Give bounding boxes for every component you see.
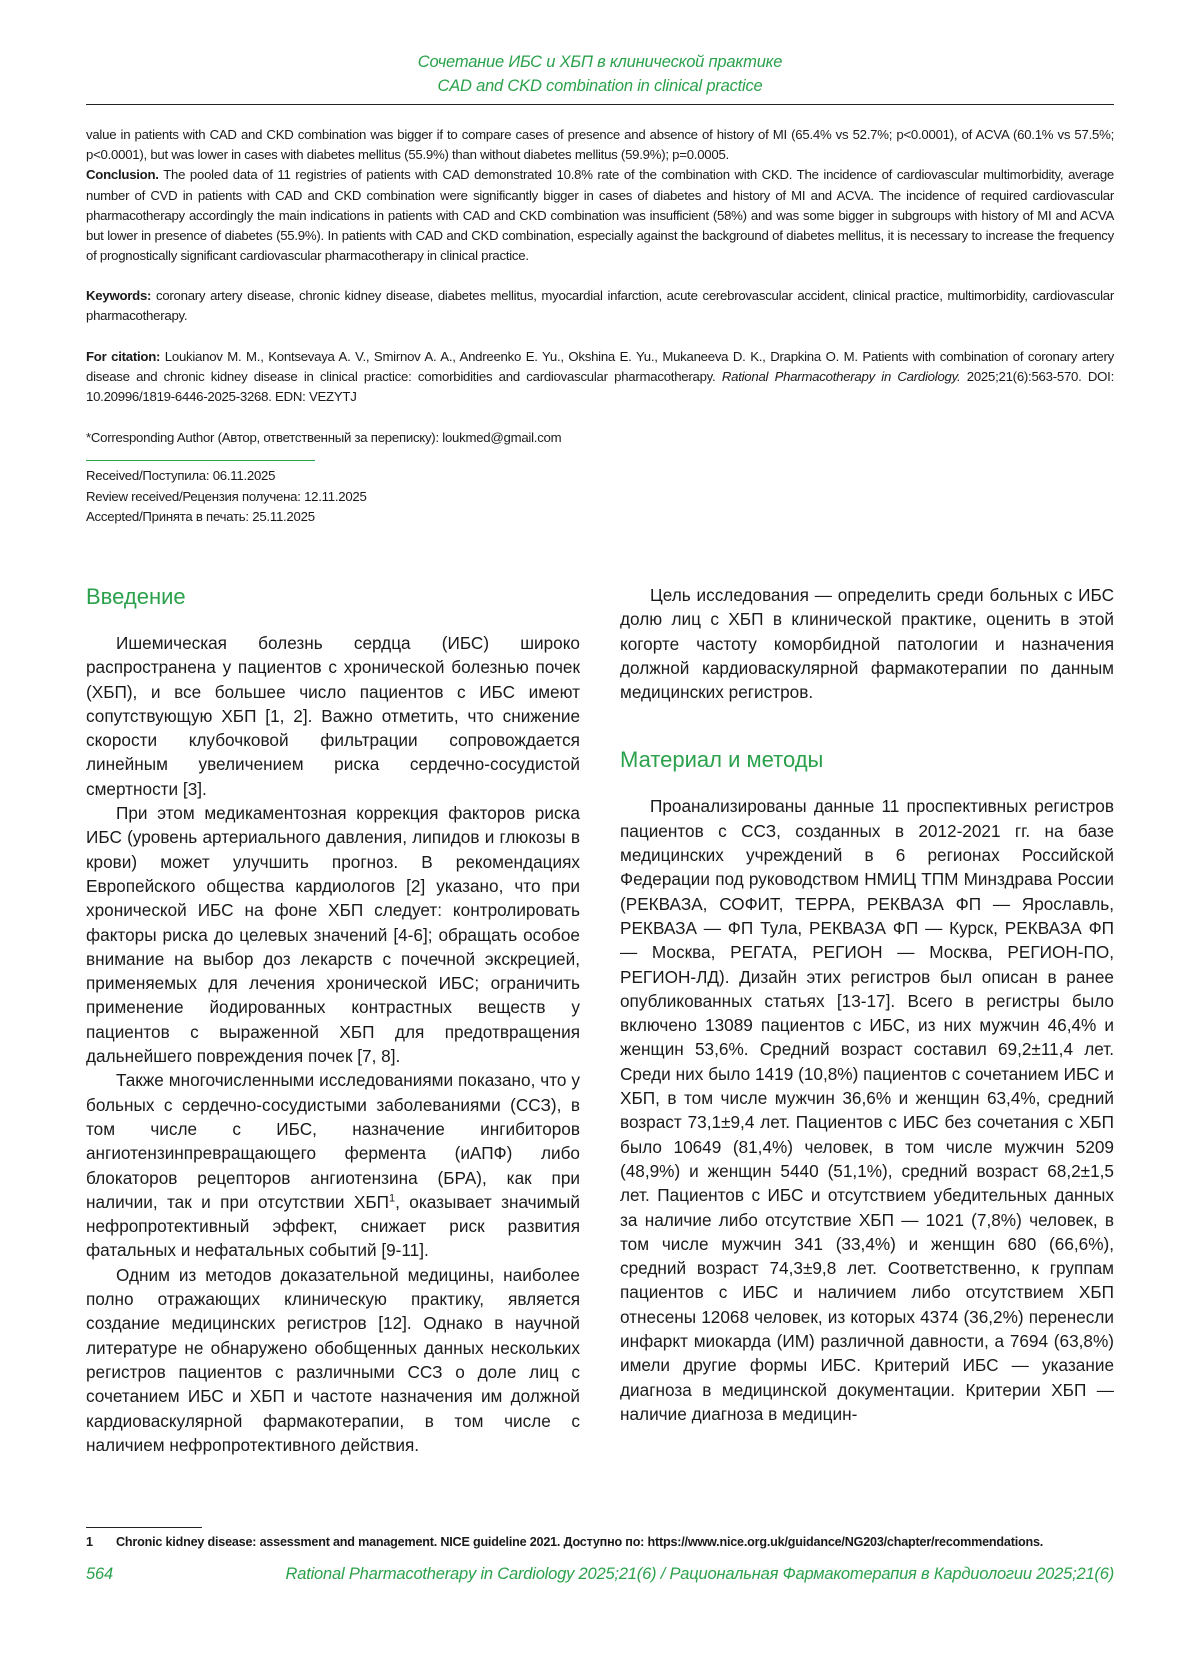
running-head-title-en: CAD and CKD combination in clinical practice xyxy=(437,77,763,95)
abstract-results-tail: value in patients with CAD and CKD combination was bigger if to compare cases of presence and absence of history of MI (65.4% vs 52.7%; p<0.0001), of ACVA (60.1% vs 57.5%; p<0.0001), but was lower in cases with diabetes mellitus (55.9%) than without diabetes mellitus (59.9%); p=0.0005. xyxy=(86,127,1114,163)
article-dates xyxy=(86,466,367,528)
left-column xyxy=(86,583,580,1457)
intro-paragraph-1: Ишемическая болезнь сердца (ИБС) широко распространена у пациентов с хронической болезнью почек (ХБП), и все большее число пациентов с ИБС имеют сопутствующую ХБП [1, 2]. Важно отметить, что снижение скорости клубочковой фильтрации сопровождается линейным увеличением риска сердечно-сосудистой смертности [3]. xyxy=(86,633,580,799)
corresponding-author: *Corresponding Author (Автор, ответственный за переписку): loukmed@gmail.com xyxy=(86,430,562,445)
citation-text: Loukianov M. M., Kontsevaya A. V., Smirnov A. A., Andreenko E. Yu., Okshina E. Yu., Mukaneeva D. K., Drapkina O. M. Patients with combination of coronary artery disease and chronic kidney disease in clinical practice: comorbidities and cardiovascular pharmacotherapy. xyxy=(86,349,1114,385)
footnote-divider xyxy=(86,1527,202,1528)
date-received: Received/Поступила: 06.11.2025 xyxy=(86,468,276,483)
right-column xyxy=(620,583,1114,1426)
intro-paragraph-2: При этом медикаментозная коррекция факторов риска ИБС (уровень артериального давления, липидов и глюкозы в крови) может улучшить прогноз. В рекомендациях Европейского общества кардиологов [2] указано, что при хронической ИБС на фоне ХБП следует: контролировать факторы риска до целевых значений [4-6]; обращать особое внимание на выбор доз лекарств с почечной экскрецией, применяемых для лечения хронической ИБС; ограничить применение йодированных контрастных веществ у пациентов с выраженной ХБП для предотвращения дальнейшего повреждения почек [7, 8]. xyxy=(86,803,580,1067)
abstract xyxy=(86,125,1114,266)
keywords-label: Keywords: xyxy=(86,288,152,303)
citation-journal: Rational Pharmacotherapy in Cardiology. xyxy=(721,369,961,385)
footnote-text: Chronic kidney disease: assessment and management. NICE guideline 2021. Доступно по: https://www.nice.org.uk/guidance/NG203/chapter/recommendations. xyxy=(116,1535,1044,1549)
header-divider xyxy=(86,104,1114,105)
dates-divider xyxy=(86,460,315,461)
intro-paragraph-3-a: Также многочисленными исследованиями показано, что у больных с сердечно-сосудистыми заболеваниями (ССЗ), в том числе с ИБС, назначение ингибиторов ангиотензинпревращающего фермента (иАПФ) либо блокаторов рецепторов ангиотензина (БРА), как при наличии, так и при отсутствии ХБП xyxy=(86,1070,580,1212)
date-review: Review received/Рецензия получена: 12.11.2025 xyxy=(86,488,367,504)
intro-heading: Введение xyxy=(86,584,186,609)
methods-paragraph-1: Проанализированы данные 11 проспективных регистров пациентов с ССЗ, созданных в 2012-2021 гг. на базе медицинских учреждений в 6 регионах Российской Федерации под руководством НМИЦ ТПМ Минздрава России (РЕКВАЗА, СОФИТ, ТЕРРА, РЕКВАЗА ФП — Ярославль, РЕКВАЗА — ФП Тула, РЕКВАЗА ФП — Курск, РЕКВАЗА ФП — Москва, РЕГАТА, РЕГИОН — Москва, РЕГИОН-ПО, РЕГИОН-ЛД). Дизайн этих регистров был описан в ранее опубликованных статьях [13-17]. Всего в регистры было включено 13089 пациентов с ИБС, из них мужчин 46,4% и женщин 53,6%. Средний возраст составил 69,2±11,4 лет. Среди них было 1419 (10,8%) пациентов с сочетанием ИБС и ХБП, в том числе мужчин 36,6% и женщин 63,4%, средний возраст 73,1±9,4 лет. Пациентов с ИБС без сочетания с ХБП было 10649 (81,4%) человек, в том числе мужчин 5209 (48,9%) и женщин 5440 (51,1%), средний возраст 68,2±1,5 лет. Пациентов с ИБС и отсутствием убедительных данных за наличие либо отсутствие ХБП — 1021 (7,8%) человек, в том числе мужчин 341 (33,4%) и женщин 680 (66,6%), средний возраст 74,3±9,8 лет. Соответственно, к группам пациентов с ИБС и наличием либо отсутствием ХБП отнесены 12068 человек, из которых 4374 (36,2%) перенесли инфаркт миокарда (ИМ) различной давности, а 7694 (63,8%) имели другие формы ИБС. Критерий ИБС — указание диагноза в медицинской документации. Критерии ХБП — наличие диагноза в медицин- xyxy=(620,796,1114,1424)
footnote-number: 1 xyxy=(86,1535,93,1549)
intro-paragraph-3-b: , оказывает значимый нефропротективный эффект, снижает риск развития фатальных и нефатальных событий [9-11]. xyxy=(86,1191,580,1261)
keywords xyxy=(86,286,1114,326)
footer-journal: Rational Pharmacotherapy in Cardiology 2025;21(6) / Рациональная Фармакотерапия в Кардиологии 2025;21(6) xyxy=(285,1565,1114,1583)
abstract-conclusion xyxy=(86,165,1114,266)
methods-heading: Материал и методы xyxy=(620,747,824,773)
running-head xyxy=(86,50,1114,98)
intro-paragraph-4: Одним из методов доказательной медицины, наиболее полно отражающих клиническую практику, является создание медицинских регистров [12]. Однако в научной литературе не обнаружено обобщенных данных нескольких регистров пациентов с различными ССЗ о доле лиц с сочетанием ИБС и ХБП и частоте назначения им должной кардиоваскулярной фармакотерапии, в том числе с наличием нефропротективного действия. xyxy=(86,1264,580,1455)
conclusion-label: Conclusion. xyxy=(86,167,159,183)
intro-paragraph-3 xyxy=(86,1068,580,1262)
date-accepted: Accepted/Принята в печать: 25.11.2025 xyxy=(86,509,315,524)
citation-label: For citation: xyxy=(86,349,161,364)
conclusion-text: The pooled data of 11 registries of patients with CAD demonstrated 10.8% rate of the combination with CKD. The incidence of cardiovascular multimorbidity, average number of CVD in patients with CAD and CKD combination were significantly bigger in cases of diabetes and history of MI and ACVA. The incidence of required cardiovascular pharmacotherapy accordingly the main indications in patients with CAD and CKD combination was insufficient (58%) and was some bigger in subgroups with history of MI and ACVA but lower in presence of diabetes (55.9%). In patients with CAD and CKD combination, especially against the background of diabetes mellitus, it is necessary to increase the frequency of prognostically significant cardiovascular pharmacotherapy in clinical practice. xyxy=(86,167,1114,264)
footnote-ref: 1 xyxy=(389,1192,396,1205)
citation-details: 2025;21(6):563-570. DOI: 10.20996/1819-6446-2025-3268. EDN: VEZYTJ xyxy=(86,369,1114,405)
citation xyxy=(86,347,1114,408)
running-head-title-ru: Сочетание ИБС и ХБП в клинической практике xyxy=(417,53,783,71)
keywords-text: coronary artery disease, chronic kidney disease, diabetes mellitus, myocardial infarction, acute cerebrovascular accident, clinical practice, multimorbidity, cardiovascular pharmacotherapy. xyxy=(86,288,1114,324)
footnote xyxy=(86,1533,1114,1551)
aim-paragraph: Цель исследования — определить среди больных с ИБС долю лиц с ХБП в клинической практике, оценить в этой когорте частоту коморбидной патологии и назначения должной кардиоваскулярной фармакотерапии по данным медицинских регистров. xyxy=(620,585,1114,703)
page-number: 564 xyxy=(86,1565,113,1583)
